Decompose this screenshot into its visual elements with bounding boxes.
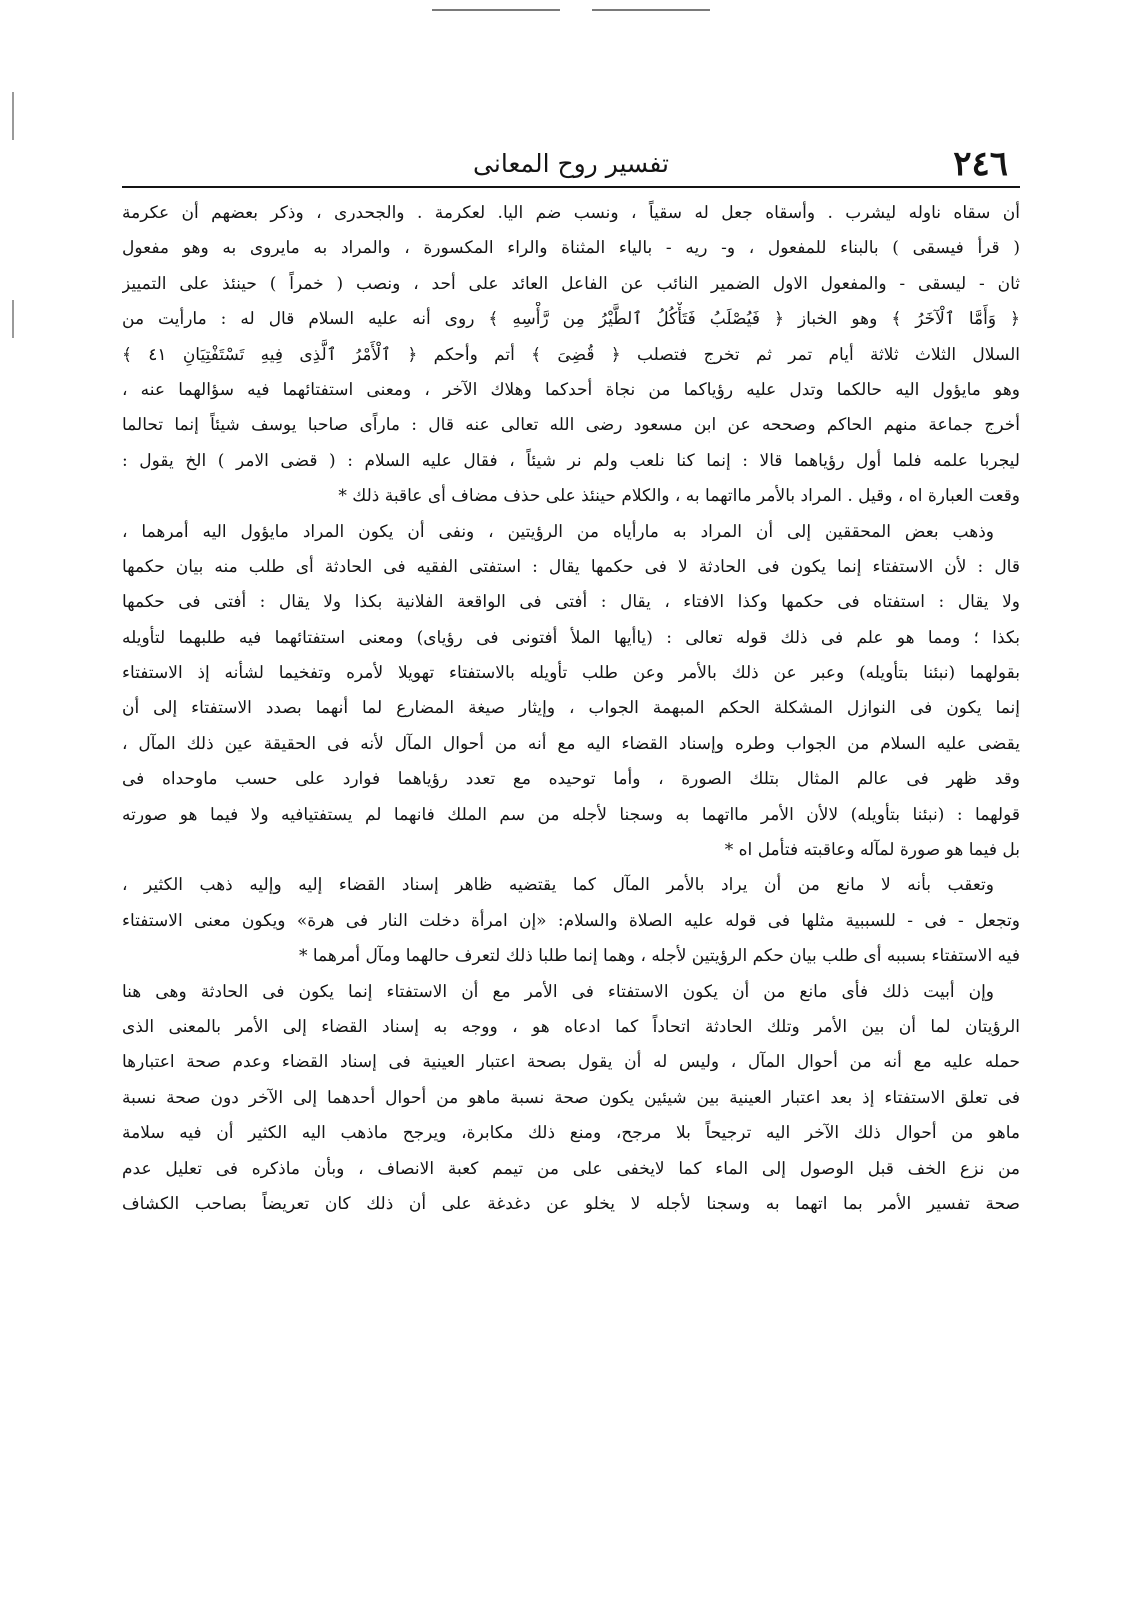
text-body [122, 196, 1020, 1222]
text-line: قولهما : (نبئنا بتأويله) لالأن الأمر مااتهما به وسجنا لأجله من سم الملك فانهما لم يستفتيافيه ولا فيما هو صورته [122, 804, 1020, 825]
text-line: وتجعل - فى - للسببية مثلها فى قوله عليه الصلاة والسلام: «إن امرأة دخلت النار فى هرة» ويكون معنى الاستفتاء [122, 910, 1020, 931]
text-line: ثان - ليسقى - والمفعول الاول الضمير النائب عن الفاعل العائد على أحد ، ونصب ( خمراً ) حينئذ على التمييز [122, 273, 1020, 294]
text-line: فيه الاستفتاء بسببه أى طلب بيان حكم الرؤيتين لأجله ، وهما إنما طلبا ذلك لتعرف حالهما ومآل أمرهما * [298, 946, 1020, 967]
text-line: وقعت العبارة اه ، وقيل . المراد بالأمر مااتهما به ، والكلام حينئذ على حذف مضاف أى عاقبة ذلك * [338, 486, 1020, 507]
text-line: من نزع الخف قبل الوصول إلى الماء كما لايخفى على من تيمم كعبة الانصاف ، وبأن ماذكره فى تعليل عدم [122, 1158, 1020, 1179]
text-line: قال : لأن الاستفتاء إنما يكون فى الحادثة لا فى حكمها يقال : استفتى الفقيه فى الحادثة أى طلب منه بيان حكمها [122, 556, 1020, 577]
text-line: وذهب بعض المحققين إلى أن المراد به مارأياه من الرؤيتين ، ونفى أن يكون المراد مايؤول اليه أمرهما ، [122, 521, 994, 542]
top-rule-right [592, 9, 710, 11]
text-line: فى تعلق الاستفتاء إذ بعد اعتبار العينية بين شيئين يكون صحة نسبة ماهو من أحوال أحدهما إلى الآخر دون صحة نسبة [122, 1087, 1020, 1108]
text-line: ﴿ وَأَمَّا ٱلْآخَرُ ﴾ وهو الخباز ﴿ فَيُصْلَبُ فَتَأْكُلُ ٱلطَّيْرُ مِن رَّأْسِهِ ﴾ روى أنه عليه السلام قال له : مارأيت من [122, 309, 1020, 330]
page-header [122, 142, 1020, 186]
text-line: أن سقاه ناوله ليشرب . وأسقاه جعل له سقياً ، ونسب ضم اليا. لعكرمة . والجحدرى ، وذكر بعضهم أن عكرمة [122, 203, 1020, 223]
text-line: السلال الثلاث ثلاثة أيام تمر ثم تخرج فتصلب ﴿ قُضِىَ ﴾ أتم وأحكم ﴿ ٱلْأَمْرُ ٱلَّذِى فِيهِ تَسْتَفْتِيَانِ ٤١ ﴾ [122, 344, 1020, 365]
text-line: ولا يقال : استفتاه فى حكمها وكذا الافتاء ، يقال : أفتى فى الواقعة الفلانية بكذا ولا يقال : أفتى فى حكمها [122, 592, 1020, 613]
header-rule [122, 186, 1020, 188]
text-line: ماهو من أحوال ذلك الآخر اليه ترجيحاً بلا مرجح، ومنع ذلك مكابرة، ويرجح ماذهب اليه الكثير أن فيه سلامة [122, 1123, 1020, 1144]
text-line: يقضى عليه السلام من الجواب وطره وإسناد القضاء اليه مع أنه من أحوال المآل لأنه فى الحقيقة عين ذلك المآل ، [122, 733, 1020, 754]
text-line: أخرج جماعة منهم الحاكم وصححه عن ابن مسعود رضى الله تعالى عنه قال : ماراًى صاحبا يوسف شيئاً إنما تحالما [122, 415, 1020, 436]
text-line: بل فيما هو صورة لمآله وعاقبته فتأمل اه * [724, 840, 1020, 861]
text-line: ليجربا علمه فلما أول رؤياهما قالا : إنما كنا نلعب ولم نر شيئاً ، فقال عليه السلام : ( قضى الامر ) الخ يقول : [122, 450, 1020, 471]
page-number: ٢٤٦ [953, 144, 1008, 184]
text-line: حمله عليه مع أنه من أحوال المآل ، وليس له أن يقول بصحة اعتبار العينية فى إسناد القضاء وعدم صحة اعتبارها [122, 1052, 1020, 1073]
text-line: بكذا ؛ ومما هو علم فى ذلك قوله تعالى : (ياأيها الملأ أفتونى فى رؤياى) ومعنى استفتائهما فيه طلبهما لتأويله [122, 627, 1020, 648]
text-line: ( قرأ فيسقى ) بالبناء للمفعول ، و- ريه - بالياء المثناة والراء المكسورة ، والمراد به مايروى به وهو مفعول [122, 238, 1020, 259]
text-line: الرؤيتان لما أن بين الأمر وتلك الحادثة اتحاداً كما ادعاه هو ، ووجه به إسناد القضاء إلى الأمر بالمعنى الذى [122, 1016, 1020, 1037]
margin-mark-upper [12, 92, 14, 140]
top-rule-left [432, 9, 560, 11]
text-line: وهو مايؤول اليه حالكما وتدل عليه رؤياكما من نجاة أحدكما وهلاك الآخر ، ومعنى استفتائهما فيه سؤالهما عنه ، [122, 379, 1020, 400]
text-line: وتعقب بأنه لا مانع من أن يراد بالأمر المآل كما يقتضيه ظاهر إسناد القضاء إليه وإليه ذهب الكثير ، [122, 875, 994, 896]
margin-mark-lower [12, 300, 14, 338]
running-title: تفسير روح المعانى [473, 149, 669, 178]
text-line: وقد ظهر فى عالم المثال بتلك الصورة ، وأما توحيده مع تعدد رؤياهما فوارد على حسب ماوحداه فى [122, 769, 1020, 790]
text-line: بقولهما (نبئنا بتأويله) وعبر عن ذلك بالأمر وعن طلب تأويله بالاستفتاء تهويلا لأمره وتفخيما لشأنه إذ الاستفتاء [122, 663, 1020, 684]
text-line: إنما يكون فى النوازل المشكلة الحكم المبهمة الجواب ، وإيثار صيغة المضارع لما أنهما بصدد الاستفتاء إلى أن [122, 698, 1020, 719]
text-line: صحة تفسير الأمر بما اتهما به وسجنا لأجله لا يخلو عن دغدغة على أن ذلك كان تعريضاً بصاحب الكشاف [122, 1193, 1020, 1214]
text-line: وإن أبيت ذلك فأى مانع من أن يكون الاستفتاء فى الأمر مع أن الاستفتاء إنما يكون فى الحادثة وهى هنا [122, 981, 994, 1002]
